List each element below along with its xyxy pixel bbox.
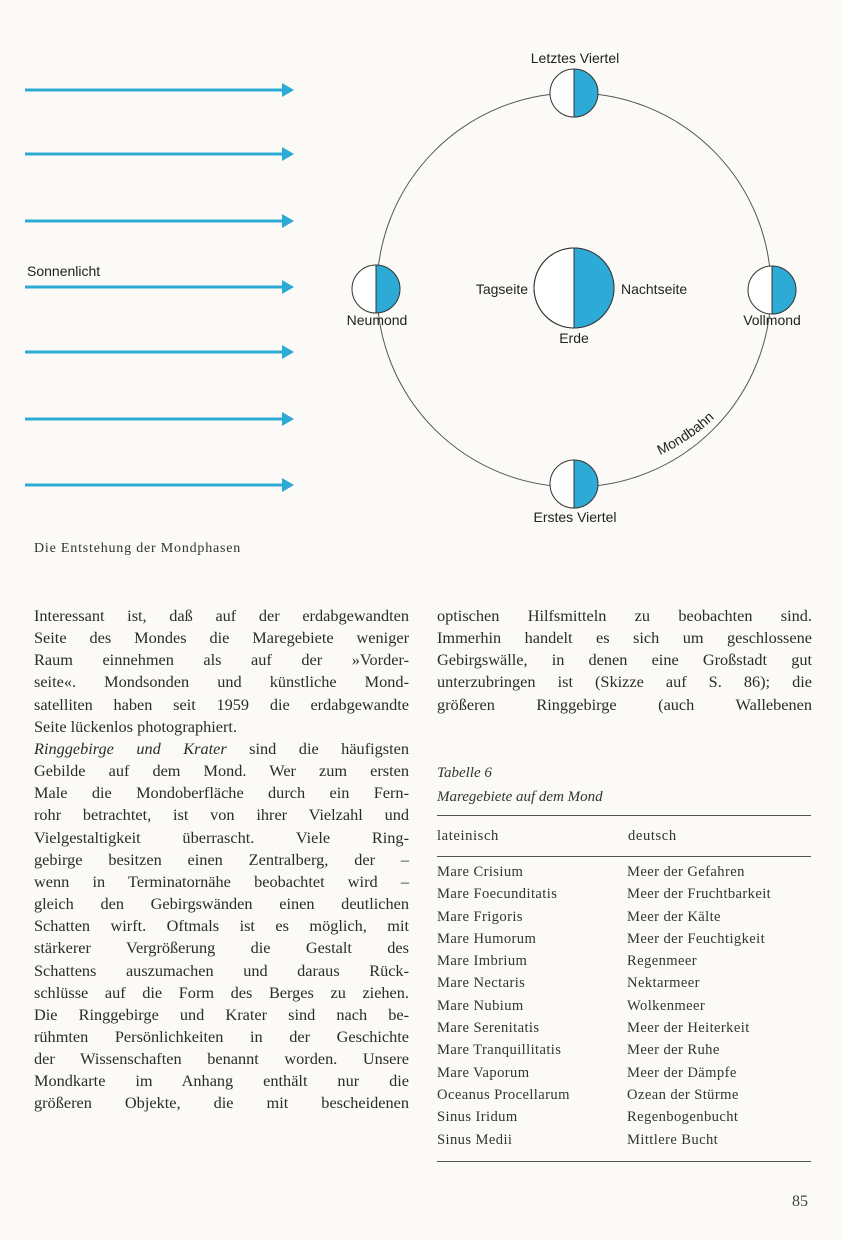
text-line: optischen Hilfsmitteln zu beobachten sind. (437, 606, 812, 625)
text-line: gebirge besitzen einen Zentralberg, der – (34, 849, 409, 869)
latin-name: Mare Crisium (437, 864, 524, 880)
table-top-rule (437, 815, 811, 816)
moon-first-quarter (550, 460, 598, 508)
figure-caption: Die Entstehung der Mondphasen (34, 541, 242, 556)
sunlight-arrow (25, 345, 294, 359)
sunlight-arrow (25, 412, 294, 426)
german-name: Meer der Heiterkeit (627, 1020, 750, 1037)
moon-full-moon (748, 266, 796, 314)
table-row (437, 1042, 813, 1064)
sunlight-label: Sonnenlicht (27, 263, 101, 279)
latin-name: Sinus Iridum (437, 1109, 518, 1126)
paragraph-ring-mountains (34, 738, 409, 1115)
text-line: Gebilde auf dem Mond. Wer zum ersten (34, 761, 409, 781)
table-header-german: deutsch (628, 828, 677, 844)
first-quarter-label: Erstes Viertel (533, 509, 617, 525)
text-line: rohr betrachtet, ist von ihrer Vielzahl und (34, 805, 409, 825)
text-line: der Wissenschaften benannt worden. Unsere (34, 1049, 409, 1069)
table-row (437, 975, 813, 997)
text-line: schlüsse auf die Form des Berges zu ziehen. (34, 982, 409, 1002)
paragraph-far-side (34, 605, 409, 738)
latin-name: Mare Imbrium (437, 953, 528, 970)
latin-name: Mare Foecunditatis (437, 886, 558, 903)
latin-name: Sinus Medii (437, 1131, 513, 1148)
moon-new-moon (352, 265, 400, 313)
text-line: stärkerer Vergrößerung die Gestalt des (34, 938, 409, 958)
text-line (34, 738, 409, 760)
text-line: Schatten wirft. Oftmals ist es möglich, mit (34, 916, 409, 936)
table-row (437, 998, 813, 1020)
earth-label: Erde (559, 330, 589, 346)
table-row (437, 1132, 813, 1154)
orbit-label-path: Mondbahn (654, 408, 717, 458)
latin-name: Mare Frigoris (437, 908, 523, 925)
text-line: satelliten haben seit 1959 die erdabgewandte (34, 694, 409, 714)
moon-last-quarter (550, 69, 598, 117)
text-line: rühmten Persönlichkeiten in der Geschichte (34, 1026, 409, 1046)
german-name: Regenmeer (627, 953, 698, 970)
table-subtitle: Maregebiete auf dem Mond (437, 789, 603, 805)
table-row (437, 1087, 813, 1109)
latin-name: Mare Tranquillitatis (437, 1042, 562, 1059)
table-bottom-rule (437, 1161, 811, 1162)
text-line: gleich den Gebirgswänden einen deutlichen (34, 894, 409, 914)
german-name: Meer der Gefahren (627, 864, 745, 880)
table-row (437, 864, 813, 886)
table-row (437, 931, 813, 953)
text-line: wenn in Terminatornähe beobachtet wird – (34, 871, 409, 891)
text-line: Interessant ist, daß auf der erdabgewandten (34, 606, 409, 625)
ring-term: Ringgebirge und Krater (34, 738, 227, 758)
ring-term-rest: sind die häufigsten (226, 738, 410, 758)
table-header-rule (437, 856, 811, 857)
latin-name: Mare Nubium (437, 997, 524, 1014)
body-left-column (34, 605, 409, 1115)
night-side-label: Nachtseite (621, 281, 688, 297)
text-line: Seite des Mondes die Maregebiete weniger (34, 628, 409, 648)
table-title: Tabelle 6 (437, 765, 492, 781)
table-row (437, 1065, 813, 1087)
text-line: unterzubringen ist (Skizze auf S. 86); die (437, 672, 812, 692)
text-line: seite«. Mondsonden und künstliche Mond- (34, 672, 409, 692)
table-row (437, 886, 813, 908)
full-moon-label: Vollmond (743, 312, 801, 328)
mare-table (437, 864, 813, 1154)
page-number: 85 (792, 1193, 808, 1210)
german-name: Nektarmeer (627, 975, 700, 992)
day-side-label: Tagseite (475, 281, 528, 297)
text-line: Gebirgswälle, in denen eine Großstadt gut (437, 650, 812, 670)
text-line: Seite lückenlos photographiert. (34, 716, 238, 736)
text-line: Die Ringgebirge und Krater sind nach be- (34, 1004, 409, 1024)
paragraph-continued (437, 605, 812, 716)
text-line: größeren Objekte, die mit bescheidenen (34, 1093, 409, 1113)
table-row (437, 1109, 813, 1131)
table-row (437, 953, 813, 975)
german-name: Ozean der Stürme (627, 1086, 739, 1103)
german-name: Wolkenmeer (627, 997, 706, 1014)
sunlight-arrows (25, 83, 294, 492)
german-name: Meer der Dämpfe (627, 1064, 737, 1081)
table-header-latin: lateinisch (437, 828, 499, 844)
moon-phases-diagram (0, 0, 842, 540)
sunlight-arrow (25, 83, 294, 97)
text-line: Immerhin handelt es sich um geschlossene (437, 628, 812, 648)
latin-name: Mare Nectaris (437, 975, 526, 992)
last-quarter-label: Letztes Viertel (530, 50, 620, 66)
text-line: Schattens auszumachen und daraus Rück- (34, 960, 409, 980)
sunlight-arrow (25, 214, 294, 228)
body-right-column (437, 605, 812, 716)
new-moon-label: Neumond (346, 312, 408, 328)
text-line: Mondkarte im Anhang enthält nur die (34, 1071, 409, 1091)
german-name: Meer der Fruchtbarkeit (627, 886, 772, 903)
latin-name: Mare Humorum (437, 930, 537, 947)
text-line: Vielgestaltigkeit überrascht. Viele Ring- (34, 827, 409, 847)
sunlight-arrow (25, 280, 294, 294)
german-name: Meer der Kälte (627, 908, 721, 925)
text-line: Male die Mondoberfläche durch ein Fern- (34, 783, 409, 803)
german-name: Regenbogenbucht (627, 1109, 739, 1126)
sunlight-arrow (25, 478, 294, 492)
text-line: Raum einnehmen als auf der »Vorder- (34, 650, 409, 670)
german-name: Mittlere Bucht (627, 1131, 719, 1148)
sunlight-arrow (25, 147, 294, 161)
german-name: Meer der Ruhe (627, 1042, 720, 1059)
latin-name: Mare Serenitatis (437, 1020, 540, 1037)
table-row (437, 909, 813, 931)
latin-name: Mare Vaporum (437, 1064, 530, 1081)
text-line: größeren Ringgebirge (auch Wallebenen (437, 694, 812, 714)
table-row (437, 1020, 813, 1042)
german-name: Meer der Feuchtigkeit (627, 930, 766, 947)
latin-name: Oceanus Procellarum (437, 1086, 570, 1103)
orbit-label (654, 408, 716, 457)
earth (534, 248, 614, 328)
